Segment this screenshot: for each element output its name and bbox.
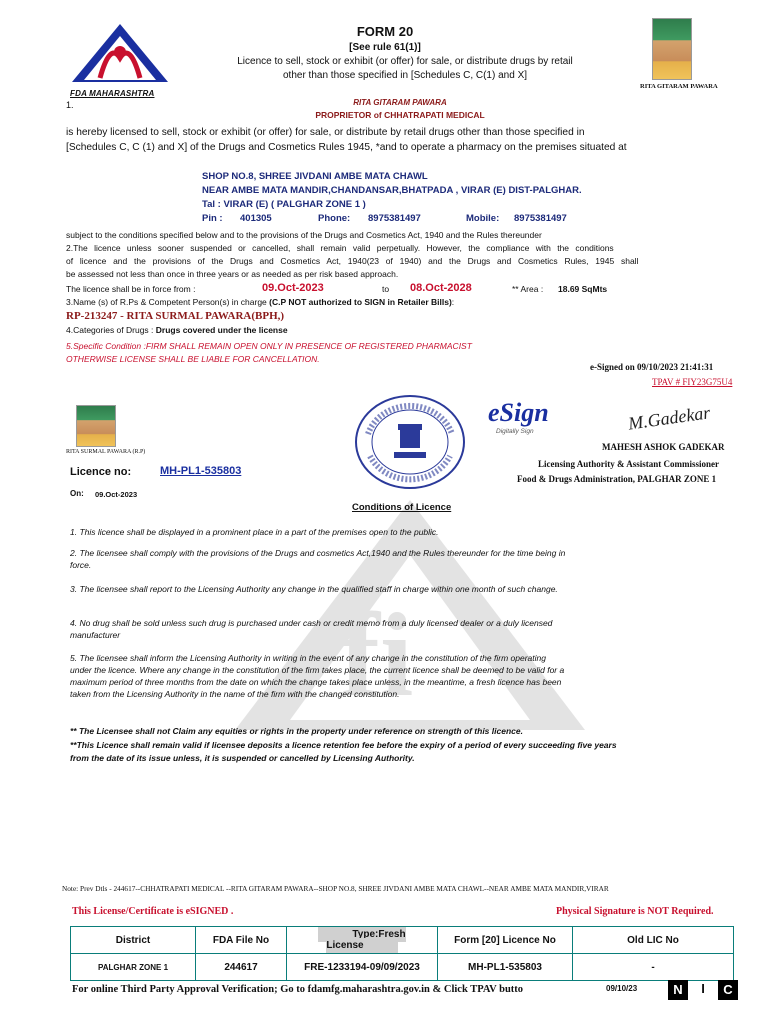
condition-3: 3. The licensee shall report to the Licensing Authority any change in the qualified staff in charge within one month of such change.	[70, 584, 558, 594]
condition-4: 4. No drug shall be sold unless such drug is purchased under cash or credit memo from a duly licensed dealer or a duly licensed manufacturer	[70, 618, 553, 640]
address-line-3: Tal : VIRAR (E) ( PALGHAR ZONE 1 )	[202, 199, 366, 210]
footer-date: 09/10/23	[606, 984, 638, 993]
intro-line-1: is hereby licensed to sell, stock or exhibit (or offer) for sale, or distribute by retail drugs other than those specified in	[66, 127, 585, 138]
header-type-label: Type:Fresh License	[318, 927, 405, 953]
authority-office: Food & Drugs Administration, PALGHAR ZONE 1	[517, 474, 717, 484]
licensee-photo-caption: RITA GITARAM PAWARA	[640, 83, 718, 90]
area-label: ** Area :	[512, 284, 544, 294]
header-old-lic-no: Old LIC No	[573, 927, 734, 954]
licensee-name: RITA GITARAM PAWARA	[353, 98, 447, 107]
licence-label: Licence no:	[70, 466, 132, 478]
from-date: 09.Oct-2023	[262, 282, 324, 294]
authority-signature: M.Gadekar	[626, 402, 712, 434]
authority-title: Licensing Authority & Assistant Commissioner	[538, 459, 720, 469]
form-subtitle-1: Licence to sell, stock or exhibit (or offer) for sale, or distribute drugs by retail	[237, 56, 573, 67]
licence-summary-table	[70, 926, 734, 981]
authority-name: MAHESH ASHOK GADEKAR	[602, 442, 725, 452]
cell-district: PALGHAR ZONE 1	[71, 954, 196, 981]
header-district: District	[71, 927, 196, 954]
emblem-icon	[394, 424, 426, 458]
to-date: 08.Oct-2028	[410, 282, 472, 294]
condition-1: 1. This licence shall be displayed in a prominent place in a part of the premises open to the public.	[70, 527, 439, 537]
rp-photo	[76, 405, 116, 447]
footer-chips	[668, 980, 738, 1000]
rp-line: RP-213247 - RITA SURMAL PAWARA(BPH,)	[66, 310, 285, 322]
chip-i: I	[701, 981, 705, 996]
header-type	[287, 927, 438, 954]
cell-old-lic-no: -	[573, 954, 734, 981]
address-line-1: SHOP NO.8, SHREE JIVDANI AMBE MATA CHAWL	[202, 171, 428, 182]
clause-4-value: Drugs covered under the license	[155, 325, 288, 335]
header-fda-file-no: FDA File No	[196, 927, 287, 954]
condition-note-2: **This Licence shall remain valid if licensee deposits a licence retention fee before the expiry of a period of every succeeding five years from the date of its issue unless, it is suspended or cancelled by Licensing Authority.	[70, 740, 617, 763]
licence-number: MH-PL1-535803	[160, 465, 242, 477]
address-pin-row	[202, 213, 622, 224]
mobile-value: 8975381497	[514, 213, 567, 224]
esigned-notice: This License/Certificate is eSIGNED .	[72, 906, 234, 917]
licensee-number: 1.	[66, 100, 74, 110]
esign-logo-text: eSign	[488, 398, 549, 427]
fda-seal	[354, 394, 466, 490]
condition-note-1: ** The Licensee shall not Claim any equities or rights in the property under reference on strength of this licence.	[70, 726, 523, 736]
force-label: The licence shall be in force from :	[66, 284, 196, 294]
mobile-label: Mobile:	[466, 213, 500, 224]
condition-2: 2. The licensee shall comply with the provisions of the Drugs and cosmetics Act,1940 and the Rules thereunder for the time being in force.	[70, 548, 566, 570]
clause-3-note: (C.P NOT authorized to SIGN in Retailer Bills)	[269, 297, 452, 307]
clause-2-line-1: 2.The licence unless sooner suspended or cancelled, shall remain valid perpetually. However, the compliance with the conditions	[66, 243, 614, 253]
address-line-2: NEAR AMBE MATA MANDIR,CHANDANSAR,BHATPADA , VIRAR (E) DIST-PALGHAR.	[202, 185, 582, 196]
licensee-proprietor: PROPRIETOR of CHHATRAPATI MEDICAL	[315, 110, 485, 120]
conditions-title: Conditions of Licence	[352, 502, 452, 513]
clause-3	[66, 297, 454, 307]
cell-fda-file-no: 244617	[196, 954, 287, 981]
tpav-number[interactable]: TPAV # FIY23G75U4	[652, 377, 733, 387]
subject-clause: subject to the conditions specified below and to the provisions of the Drugs and Cosmetics Act, 1940 and the Rules thereunder	[66, 230, 542, 240]
form-title: FORM 20	[356, 24, 414, 39]
table-row	[71, 954, 734, 981]
pin-label: Pin :	[202, 213, 223, 224]
svg-text:fi: fi	[340, 588, 414, 721]
clause-5-line-2: OTHERWISE LICENSE SHALL BE LIABLE FOR CANCELLATION.	[66, 354, 320, 364]
cell-licence-no: MH-PL1-535803	[438, 954, 573, 981]
pin-value: 401305	[240, 213, 272, 224]
fda-triangle-icon	[70, 22, 170, 84]
header-licence-no: Form [20] Licence No	[438, 927, 573, 954]
clause-5-line-1: 5.Specific Condition :FIRM SHALL REMAIN OPEN ONLY IN PRESENCE OF REGISTERED PHARMACIST	[66, 341, 472, 351]
clause-2-line-2: of licence and the provisions of the Drugs and Cosmetics Act, 1940(23 of 1940) and the Drugs and Cosmetics Rules, 1945 shall	[66, 256, 639, 266]
table-header-row	[71, 927, 734, 954]
prev-details-note: Note: Prev Dtls - 244617--CHHATRAPATI MEDICAL --RITA GITARAM PAWARA--SHOP NO.8, SHREE JIVDANI AMBE MATA CHAWL--NEAR AMBE MATA MANDIR,VIRAR	[62, 884, 609, 893]
esign-tagline: Digitally Sign	[496, 428, 534, 435]
area-value: 18.69 SqMts	[558, 284, 608, 294]
licence-on-label: On:	[70, 489, 84, 498]
phone-value: 8975381497	[368, 213, 421, 224]
cell-type: FRE-1233194-09/09/2023	[287, 954, 438, 981]
rule-reference: [See rule 61(1)]	[349, 42, 421, 53]
chip-n: N	[668, 980, 688, 1000]
tpav-verification-note: For online Third Party Approval Verification; Go to fdamfg.maharashtra.gov.in & Click TPAV butto	[72, 984, 524, 995]
chip-c: C	[718, 980, 738, 1000]
clause-4	[66, 325, 288, 335]
intro-line-2: [Schedules C, C (1) and X] of the Drugs and Cosmetics Rules 1945, *and to operate a pharmacy on the premises situated at	[66, 142, 627, 153]
clause-2-line-3: be assessed not less than once in three years or as needed as per risk based approach.	[66, 269, 399, 279]
licensee-photo	[652, 18, 692, 80]
clause-3-colon: :	[451, 297, 455, 307]
rp-photo-caption: RITA SURMAL PAWARA (R.P)	[66, 449, 146, 455]
clause-3-label: 3.Name (s) of R.Ps & Competent Person(s) in charge	[66, 297, 267, 307]
logo-caption: FDA MAHARASHTRA	[70, 89, 155, 98]
licence-on-date: 09.Oct-2023	[95, 490, 138, 499]
clause-4-label: 4.Categories of Drugs :	[66, 325, 154, 335]
fda-logo	[70, 22, 170, 98]
esign-logo	[488, 398, 549, 435]
condition-5: 5. The licensee shall inform the Licensing Authority in writing in the event of any change in the constitution of the firm operating under the licence. Where any change in the constitution of the firm takes place, the current licence shall be deemed to be valid for a maximum period of three months from the date on which the change takes place unless, in the meantime, a fresh licence has been taken from the Licensing Authority in the name of the firm with the changed constitution.	[70, 653, 565, 699]
physical-signature-notice: Physical Signature is NOT Required.	[556, 906, 714, 917]
esigned-on: e-Signed on 09/10/2023 21:41:31	[590, 362, 714, 372]
form-subtitle-2: other than those specified in [Schedules C, C(1) and X]	[282, 70, 528, 81]
phone-label: Phone:	[318, 213, 351, 224]
to-word: to	[382, 284, 390, 294]
